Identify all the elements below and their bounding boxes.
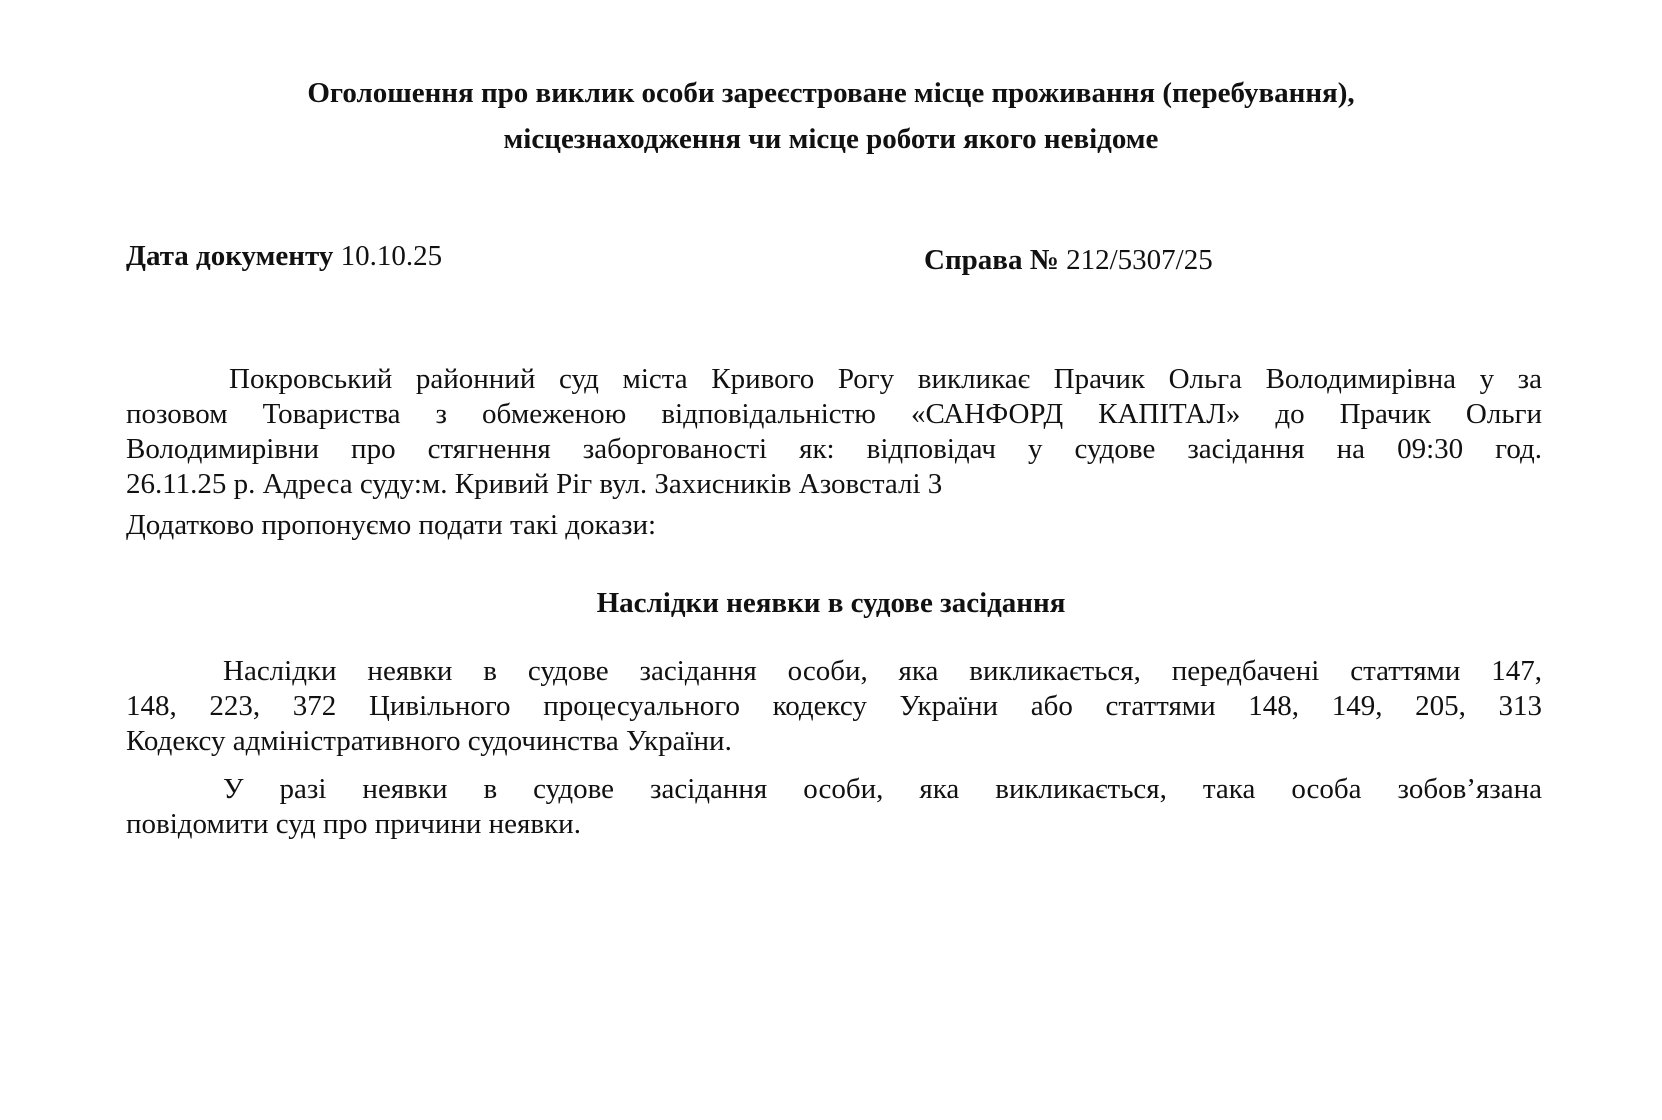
document-meta <box>126 238 1546 278</box>
date-value: 10.10.25 <box>340 240 443 272</box>
summons-line: Покровський районний суд міста Кривого Рогу викликає Прачик Ольга Володимирівна у за <box>229 363 1542 395</box>
consequences-paragraph-2 <box>126 772 1542 842</box>
consequences-heading: Наслідки неявки в судове засідання <box>596 587 1066 619</box>
evidence-paragraph <box>126 508 1542 543</box>
date-label: Дата документу <box>126 240 334 272</box>
summons-line: 26.11.25 р. Адреса суду:м. Кривий Ріг вул. Захисників Азовсталі 3 <box>126 468 943 500</box>
summons-line: Володимирівни про стягнення заборгованості як: відповідач у судове засідання на 09:30 год. <box>126 433 1542 465</box>
consequences-line: повідомити суд про причини неявки. <box>126 808 581 840</box>
title-line-2: місцезнаходження чи місце роботи якого невідоме <box>503 123 1159 155</box>
consequences-line: 148, 223, 372 Цивільного процесуального кодексу України або статтями 148, 149, 205, 313 <box>126 690 1542 722</box>
title-line-1: Оголошення про виклик особи зареєстроване місце проживання (перебування), <box>307 77 1355 109</box>
consequences-line: У разі неявки в судове засідання особи, яка викликається, така особа зобов’язана <box>223 773 1542 805</box>
consequences-line: Кодексу адміністративного судочинства України. <box>126 725 732 757</box>
consequences-line: Наслідки неявки в судове засідання особи, яка викликається, передбачені статтями 147, <box>223 655 1542 687</box>
summons-line: позовом Товариства з обмеженою відповідальністю «САНФОРД КАПІТАЛ» до Прачик Ольги <box>126 398 1542 430</box>
consequences-paragraph-1 <box>126 654 1542 759</box>
case-number <box>924 242 1213 278</box>
case-label: Справа № <box>924 244 1059 276</box>
document-date <box>126 238 442 274</box>
case-value: 212/5307/25 <box>1066 244 1213 276</box>
summons-paragraph <box>126 362 1542 502</box>
evidence-line: Додатково пропонуємо подати такі докази: <box>126 509 657 541</box>
